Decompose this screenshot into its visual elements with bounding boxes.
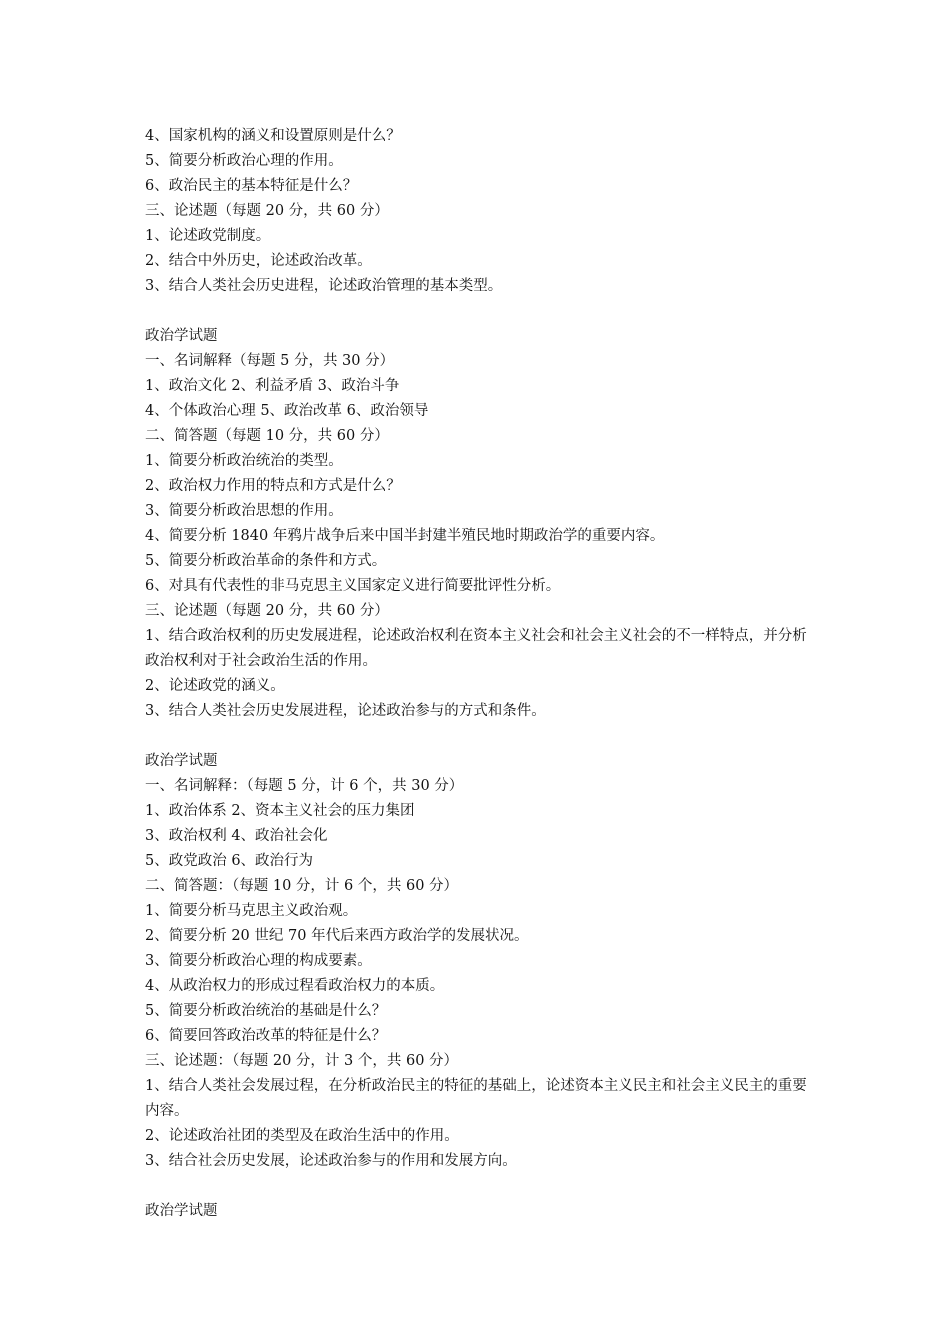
question-line: 5、政党政治 6、政治行为: [145, 853, 314, 869]
question-line: 2、简要分析 20 世纪 70 年代后来西方政治学的发展状况。: [145, 928, 529, 944]
question-line: 1、政治文化 2、利益矛盾 3、政治斗争: [145, 378, 400, 394]
blank-line: [145, 724, 815, 749]
question-line: 1、结合人类社会发展过程，在分析政治民主的特征的基础上，论述资本主义民主和社会主义民主的重要内容。: [145, 1078, 807, 1119]
document-body: [145, 124, 815, 1224]
section-heading: 三、论述题（每题 20 分，共 60 分）: [145, 203, 389, 219]
section-heading: 三、论述题（每题 20 分，共 60 分）: [145, 603, 389, 619]
exam-paper-3: [145, 749, 815, 1174]
question-line: 1、政治体系 2、资本主义社会的压力集团: [145, 803, 415, 819]
question-line: 2、结合中外历史，论述政治改革。: [145, 253, 372, 269]
question-line: 2、论述政党的涵义。: [145, 678, 285, 694]
question-line: 4、从政治权力的形成过程看政治权力的本质。: [145, 978, 445, 994]
question-line: 3、结合人类社会历史发展进程，论述政治参与的方式和条件。: [145, 703, 546, 719]
question-line: 6、政治民主的基本特征是什么？: [145, 178, 358, 194]
section-heading: 一、名词解释（每题 5 分，共 30 分）: [145, 353, 395, 369]
question-line: 3、结合社会历史发展，论述政治参与的作用和发展方向。: [145, 1153, 517, 1169]
exam-paper-4: [145, 1199, 815, 1224]
question-line: 1、简要分析政治统治的类型。: [145, 453, 343, 469]
question-line: 3、简要分析政治心理的构成要素。: [145, 953, 372, 969]
question-line: 1、论述政党制度。: [145, 228, 271, 244]
exam-paper-2: [145, 324, 815, 724]
exam-title: 政治学试题: [145, 753, 218, 769]
question-line: 2、政治权力作用的特点和方式是什么？: [145, 478, 401, 494]
question-line: 3、结合人类社会历史进程，论述政治管理的基本类型。: [145, 278, 503, 294]
section-heading: 三、论述题：（每题 20 分，计 3 个，共 60 分）: [145, 1053, 459, 1069]
question-line: 3、政治权利 4、政治社会化: [145, 828, 328, 844]
question-line: 4、个体政治心理 5、政治改革 6、政治领导: [145, 403, 429, 419]
exam-section-continued: [145, 124, 815, 299]
question-line: 3、简要分析政治思想的作用。: [145, 503, 343, 519]
exam-title: 政治学试题: [145, 328, 218, 344]
question-line: 2、论述政治社团的类型及在政治生活中的作用。: [145, 1128, 459, 1144]
question-line: 5、简要分析政治心理的作用。: [145, 153, 343, 169]
blank-line: [145, 1174, 815, 1199]
section-heading: 一、名词解释：（每题 5 分，计 6 个，共 30 分）: [145, 778, 464, 794]
question-line: 4、国家机构的涵义和设置原则是什么？: [145, 128, 401, 144]
question-line: 1、结合政治权利的历史发展进程，论述政治权利在资本主义社会和社会主义社会的不一样特点，并分析政治权利对于社会政治生活的作用。: [145, 628, 807, 669]
section-heading: 二、简答题：（每题 10 分，计 6 个，共 60 分）: [145, 878, 459, 894]
question-line: 6、简要回答政治改革的特征是什么？: [145, 1028, 387, 1044]
question-line: 4、简要分析 1840 年鸦片战争后来中国半封建半殖民地时期政治学的重要内容。: [145, 528, 665, 544]
question-line: 5、简要分析政治统治的基础是什么？: [145, 1003, 387, 1019]
question-line: 5、简要分析政治革命的条件和方式。: [145, 553, 387, 569]
exam-title: 政治学试题: [145, 1203, 218, 1219]
blank-line: [145, 299, 815, 324]
question-line: 6、对具有代表性的非马克思主义国家定义进行简要批评性分析。: [145, 578, 561, 594]
section-heading: 二、简答题（每题 10 分，共 60 分）: [145, 428, 389, 444]
question-line: 1、简要分析马克思主义政治观。: [145, 903, 358, 919]
